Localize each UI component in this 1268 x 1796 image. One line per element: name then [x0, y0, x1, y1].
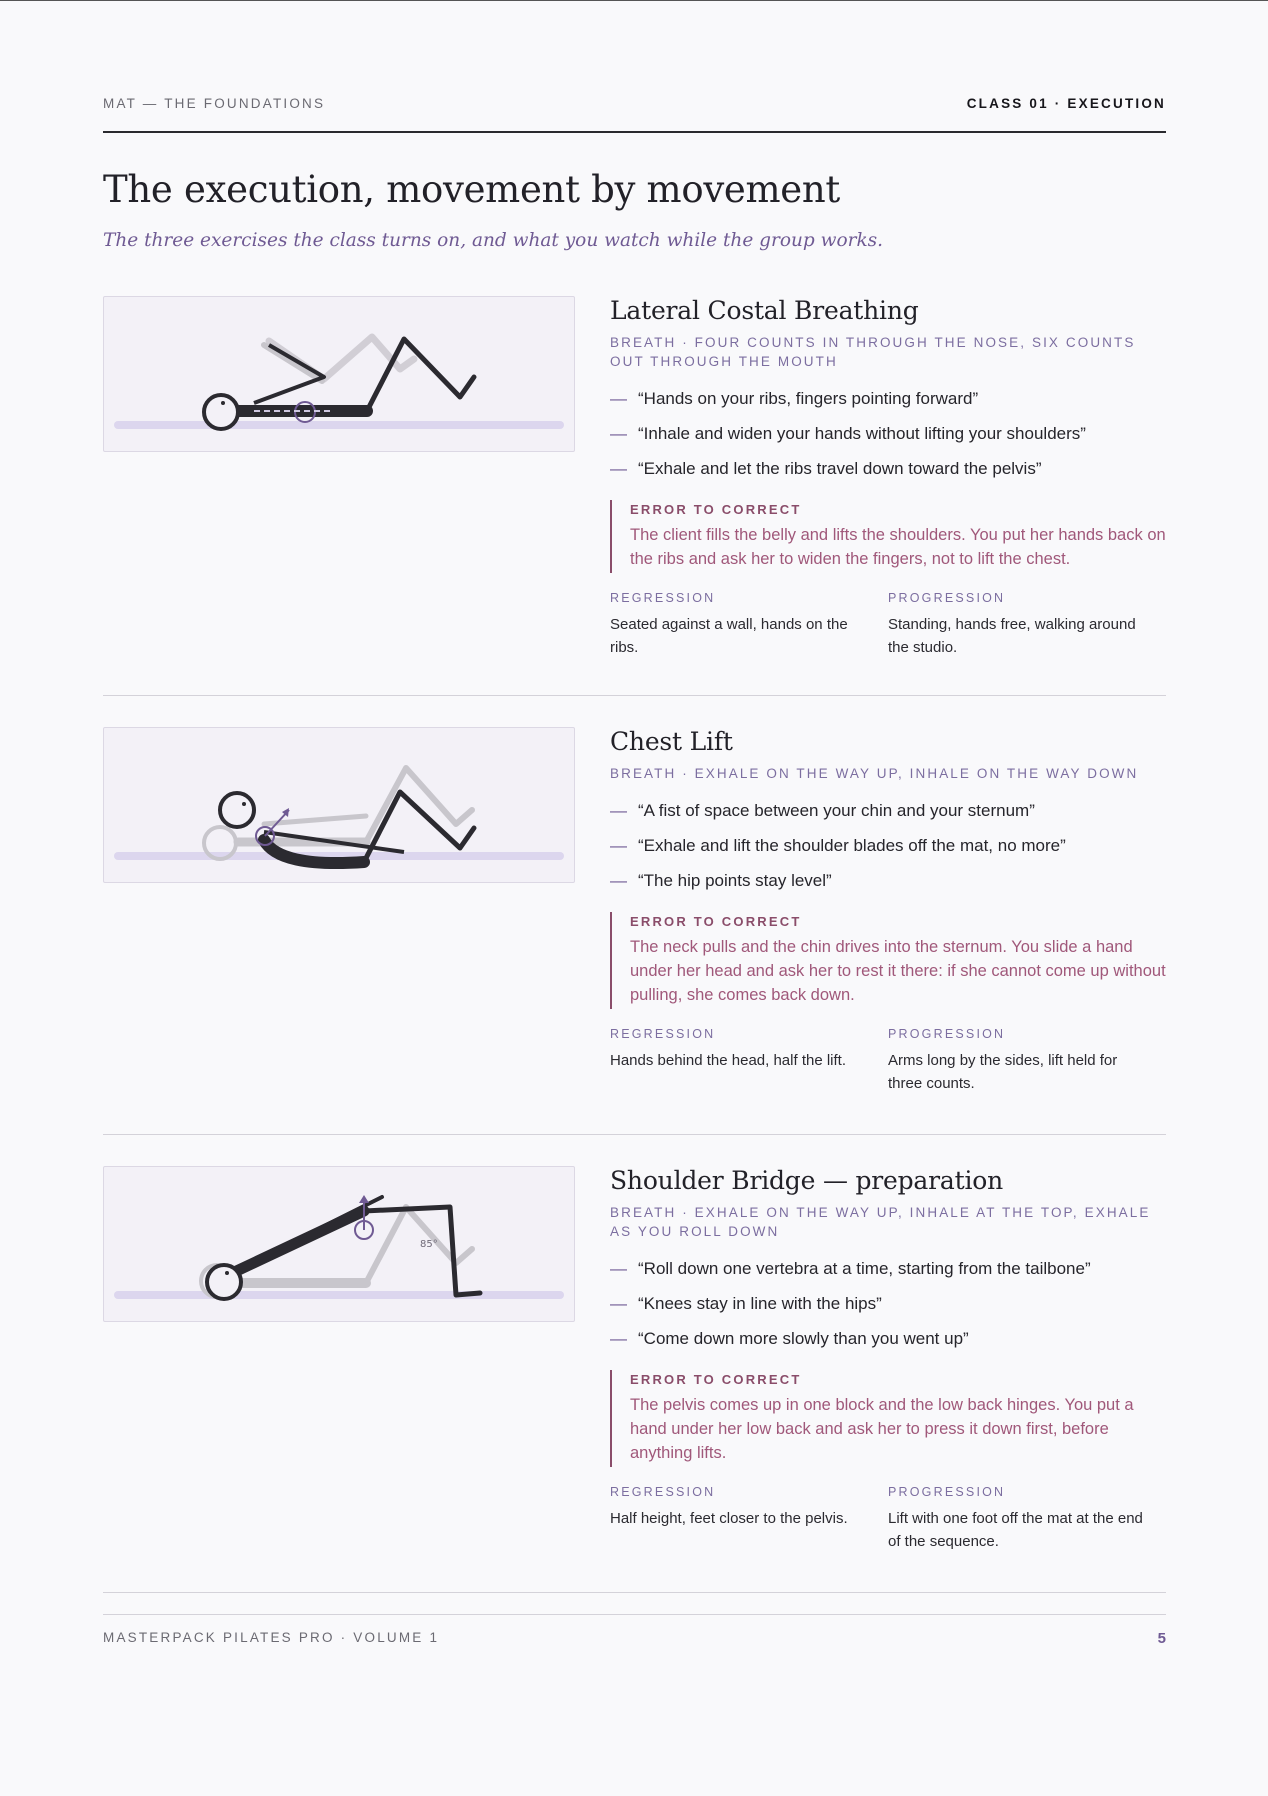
header-rule — [103, 131, 1166, 133]
exercise-figure — [103, 296, 575, 452]
exercise-details — [610, 1166, 1166, 1553]
cue-text: “The hip points stay level” — [638, 871, 832, 890]
error-callout — [610, 500, 1166, 573]
running-head — [103, 96, 1166, 116]
cue-dash: — — [610, 389, 627, 408]
cue-item — [610, 1286, 1166, 1321]
regression-progression — [610, 1027, 1166, 1095]
progression — [888, 1027, 1166, 1095]
progression-label: PROGRESSION — [888, 1027, 1006, 1041]
error-callout — [610, 1370, 1166, 1467]
cue-item — [610, 451, 1166, 486]
regression-label: REGRESSION — [610, 591, 716, 605]
exercise-title: Chest Lift — [610, 727, 733, 756]
running-head-section: MAT — THE FOUNDATIONS — [103, 96, 326, 111]
cue-item — [610, 381, 1166, 416]
regression-progression — [610, 1485, 1166, 1553]
regression — [610, 1485, 888, 1553]
cue-dash: — — [610, 1294, 627, 1313]
footer-publication: MASTERPACK PILATES PRO · VOLUME 1 — [103, 1630, 440, 1645]
error-text: The client fills the belly and lifts the shoulders. You put her hands back on the ribs and ask her to widen the fingers, not to lift the chest. — [630, 526, 1166, 568]
cue-dash: — — [610, 424, 627, 443]
progression-text: Standing, hands free, walking around the studio. — [888, 616, 1136, 656]
exercise-title: Shoulder Bridge — preparation — [610, 1166, 1003, 1195]
section-divider — [103, 1592, 1166, 1593]
regression-progression — [610, 591, 1166, 659]
cue-text: “Exhale and lift the shoulder blades off the mat, no more” — [638, 836, 1066, 855]
cue-item — [610, 863, 1166, 898]
regression-label: REGRESSION — [610, 1027, 716, 1041]
knee-angle-label: 85° — [420, 1239, 438, 1250]
cue-item — [610, 1251, 1166, 1286]
cue-dash: — — [610, 801, 627, 820]
exercise-details — [610, 727, 1166, 1095]
cue-dash: — — [610, 1329, 627, 1348]
page-subtitle: The three exercises the class turns on, and what you watch while the group works. — [103, 230, 884, 251]
cue-list — [610, 381, 1166, 486]
cue-dash: — — [610, 871, 627, 890]
cue-item — [610, 1321, 1166, 1356]
progression-label: PROGRESSION — [888, 1485, 1006, 1499]
page-title: The execution, movement by movement — [103, 168, 840, 211]
regression — [610, 1027, 888, 1095]
progression — [888, 591, 1166, 659]
top-rule — [0, 0, 1268, 1]
exercise-title: Lateral Costal Breathing — [610, 296, 919, 325]
regression-text: Seated against a wall, hands on the ribs. — [610, 616, 848, 656]
breath-instruction: BREATH · FOUR COUNTS IN THROUGH THE NOSE, SIX COUNTS OUT THROUGH THE MOUTH — [610, 335, 1136, 369]
section-divider — [103, 695, 1166, 696]
regression-label: REGRESSION — [610, 1485, 716, 1499]
exercise-details — [610, 296, 1166, 659]
cue-dash: — — [610, 836, 627, 855]
footer-rule — [103, 1614, 1166, 1615]
page-number: 5 — [1157, 1630, 1166, 1647]
running-head-class: CLASS 01 · EXECUTION — [966, 96, 1166, 111]
error-label: ERROR TO CORRECT — [630, 914, 802, 929]
cue-list — [610, 793, 1166, 898]
error-text: The pelvis comes up in one block and the low back hinges. You put a hand under her low back and ask her to press it down first, before anything lifts. — [630, 1396, 1134, 1462]
pose-figure-bridge-icon — [104, 1167, 574, 1321]
cue-item — [610, 793, 1166, 828]
cue-dash: — — [610, 1259, 627, 1278]
pose-figure-breathing-icon — [104, 297, 574, 451]
cue-text: “A fist of space between your chin and your sternum” — [638, 801, 1035, 820]
regression-text: Half height, feet closer to the pelvis. — [610, 1510, 848, 1527]
cue-text: “Inhale and widen your hands without lifting your shoulders” — [638, 424, 1086, 443]
cue-text: “Come down more slowly than you went up” — [638, 1329, 969, 1348]
cue-text: “Exhale and let the ribs travel down toward the pelvis” — [638, 459, 1042, 478]
cue-text: “Roll down one vertebra at a time, starting from the tailbone” — [638, 1259, 1091, 1278]
breath-instruction: BREATH · EXHALE ON THE WAY UP, INHALE AT THE TOP, EXHALE AS YOU ROLL DOWN — [610, 1205, 1151, 1239]
progression-text: Arms long by the sides, lift held for three counts. — [888, 1052, 1118, 1092]
exercise-figure — [103, 1166, 575, 1322]
progression — [888, 1485, 1166, 1553]
error-text: The neck pulls and the chin drives into the sternum. You slide a hand under her head and ask her to rest it there: if she cannot come up without pulling, she comes back down. — [630, 938, 1166, 1004]
error-label: ERROR TO CORRECT — [630, 1372, 802, 1387]
regression-text: Hands behind the head, half the lift. — [610, 1052, 847, 1069]
progression-text: Lift with one foot off the mat at the end of the sequence. — [888, 1510, 1143, 1550]
section-divider — [103, 1134, 1166, 1135]
breath-instruction: BREATH · EXHALE ON THE WAY UP, INHALE ON THE WAY DOWN — [610, 766, 1139, 781]
exercise-figure — [103, 727, 575, 883]
cue-item — [610, 828, 1166, 863]
error-label: ERROR TO CORRECT — [630, 502, 802, 517]
error-callout — [610, 912, 1166, 1009]
cue-text: “Hands on your ribs, fingers pointing forward” — [638, 389, 979, 408]
cue-dash: — — [610, 459, 627, 478]
regression — [610, 591, 888, 659]
pose-figure-chest-lift-icon — [104, 728, 574, 882]
cue-item — [610, 416, 1166, 451]
progression-label: PROGRESSION — [888, 591, 1006, 605]
cue-list — [610, 1251, 1166, 1356]
cue-text: “Knees stay in line with the hips” — [638, 1294, 882, 1313]
